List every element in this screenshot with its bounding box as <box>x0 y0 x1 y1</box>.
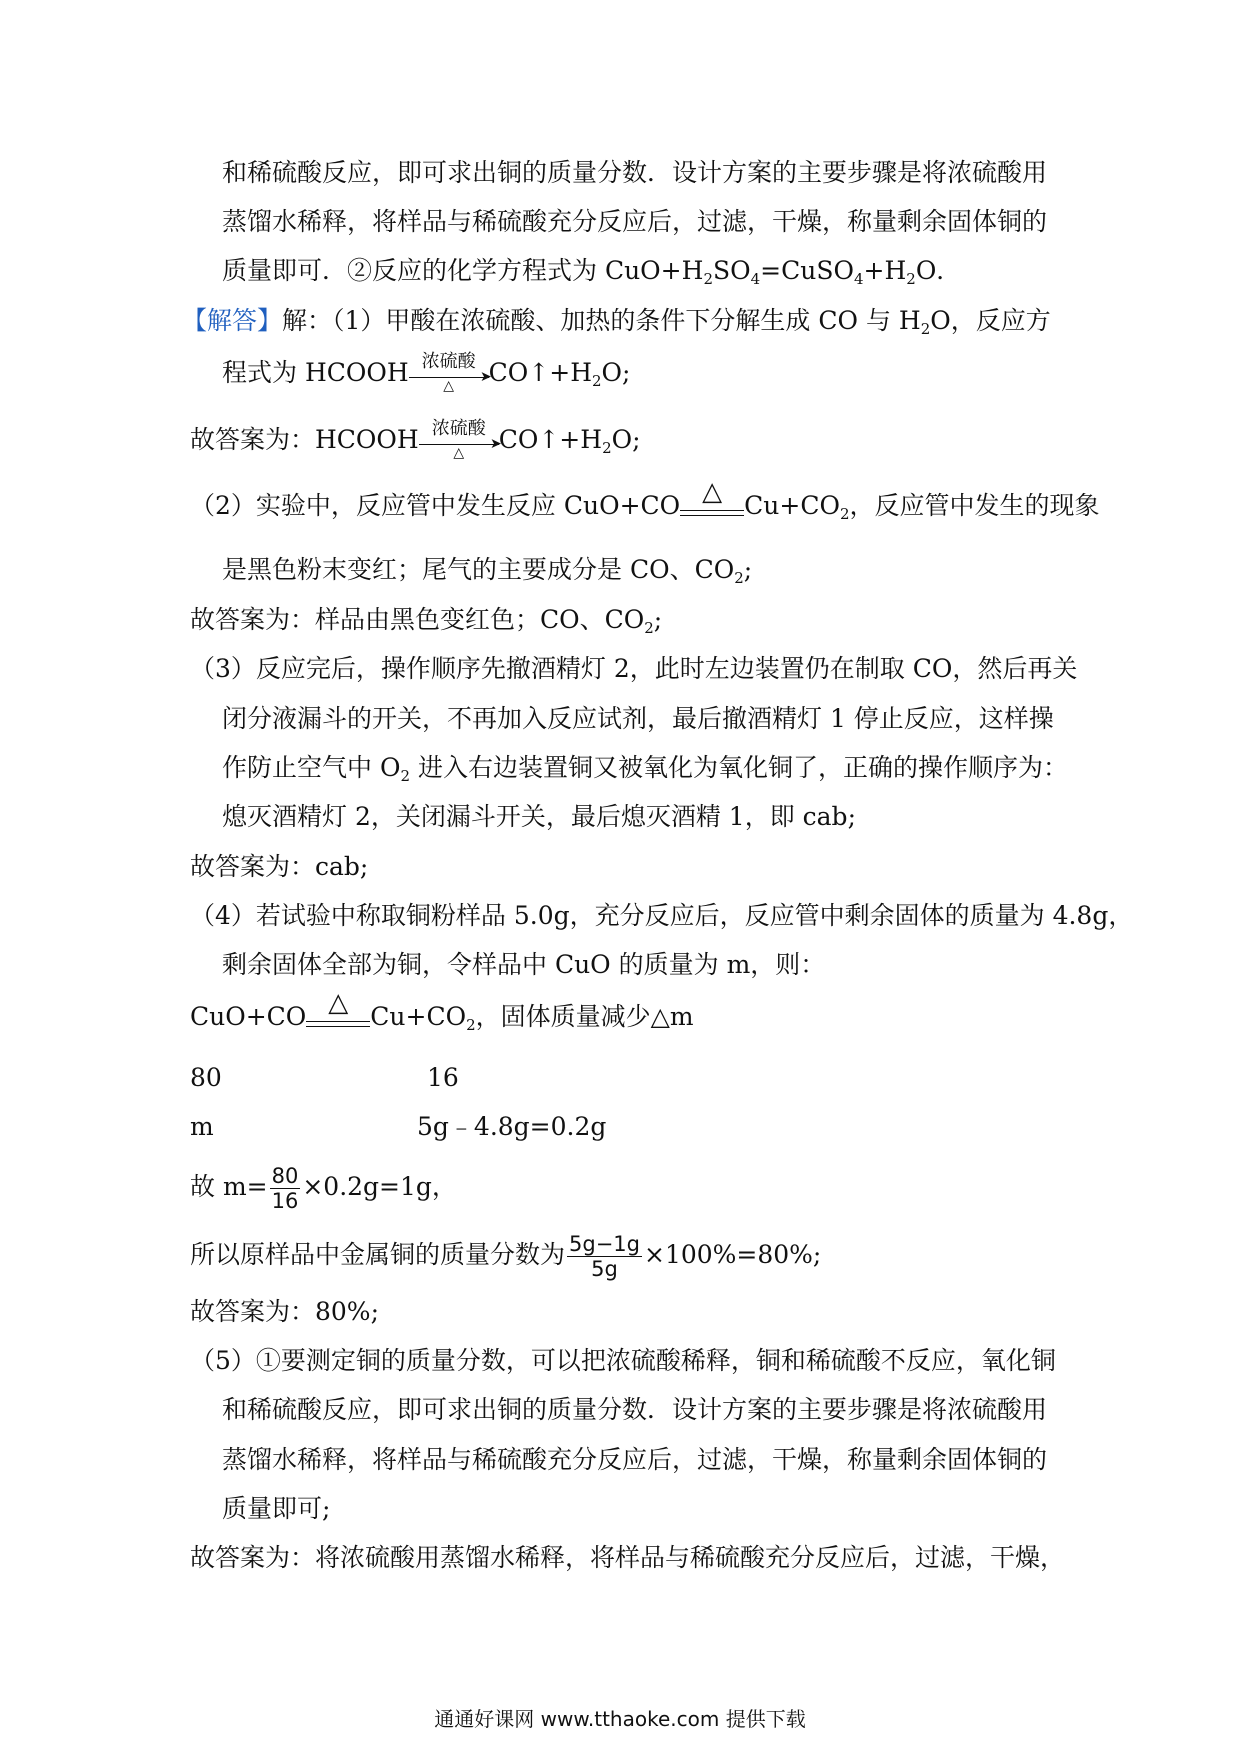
text-line: 是黑色粉末变红；尾气的主要成分是 CO、$CO_2$; <box>222 555 753 587</box>
text-line: 蒸馏水稀释，将样品与稀硫酸充分反应后，过滤，干燥，称量剩余固体铜的 <box>222 1445 1048 1474</box>
heating-equals-sign: △ <box>306 1002 370 1036</box>
answer-tag: 【解答】 <box>182 306 283 335</box>
fraction: $\frac{80}{16}$ <box>271 1164 299 1213</box>
ratio-row: 5g﹣4.8g=0.2g <box>417 1112 607 1141</box>
fraction: $\frac{5g-1g}{5g}$ <box>569 1232 640 1281</box>
ratio-row: 80 <box>190 1063 222 1092</box>
text-line: （5）①要测定铜的质量分数，可以把浓硫酸稀释，铜和稀硫酸不反应，氧化铜 <box>190 1346 1056 1375</box>
text-line: （3）反应完后，操作顺序先撤酒精灯 2，此时左边装置仍在制取 CO，然后再关 <box>190 654 1078 683</box>
text-line: 质量即可; <box>222 1494 331 1523</box>
page-footer: 通通好课网 www.tthaoke.com 提供下载 <box>434 1707 806 1731</box>
equation-line: 程式为 HCOOH 浓硫酸 ➤ △ $CO↑+H_2O$; <box>222 350 631 394</box>
answer-line: 故答案为：样品由黑色变红色；CO、$CO_2$; <box>190 605 663 637</box>
equation-line: CuO+CO △ $Cu+CO_2$，固体质量减少△m <box>190 987 694 1034</box>
reaction-arrow: 浓硫酸 ➤ △ <box>409 358 489 392</box>
text-line: 蒸馏水稀释，将样品与稀硫酸充分反应后，过滤，干燥，称量剩余固体铜的 <box>222 207 1048 236</box>
ratio-row: m <box>190 1112 214 1141</box>
answer-heading: 【解答】解：（1）甲酸在浓硫酸、加热的条件下分解生成 CO 与 $H_2O$，反应方 <box>182 306 1051 338</box>
text-line: 作防止空气中 $O_2$ 进入右边装置铜又被氧化为氧化铜了，正确的操作顺序为： <box>222 753 1068 785</box>
ratio-row: 16 <box>427 1063 459 1092</box>
text-line: 熄灭酒精灯 2，关闭漏斗开关，最后熄灭酒精 1，即 cab; <box>222 802 856 831</box>
reaction-arrow: 浓硫酸 ➤ △ <box>419 425 499 459</box>
text-line: 和稀硫酸反应，即可求出铜的质量分数．设计方案的主要步骤是将浓硫酸用 <box>222 158 1048 187</box>
text-line: 闭分液漏斗的开关，不再加入反应试剂，最后撤酒精灯 1 停止反应，这样操 <box>222 704 1054 733</box>
text-line: （2）实验中，反应管中发生反应 CuO+CO △ $Cu+CO_2$，反应管中发生的现象 <box>190 476 1100 523</box>
answer-line: 故答案为：HCOOH 浓硫酸 ➤ △ $CO↑+H_2O$; <box>190 417 641 461</box>
calc-line: 故 m= $\frac{80}{16}$ ×0.2g=1g， <box>190 1164 457 1213</box>
answer-line: 故答案为：cab; <box>190 852 369 881</box>
text-line: （4）若试验中称取铜粉样品 5.0g，充分反应后，反应管中剩余固体的质量为 4.8g， <box>190 901 1134 930</box>
calc-line: 所以原样品中金属铜的质量分数为 $\frac{5g-1g}{5g}$ ×100%=80%; <box>190 1232 822 1281</box>
answer-line: 故答案为：80%; <box>190 1297 379 1326</box>
text-line: 剩余固体全部为铜，令样品中 CuO 的质量为 m，则： <box>222 950 826 979</box>
text-line: 和稀硫酸反应，即可求出铜的质量分数．设计方案的主要步骤是将浓硫酸用 <box>222 1395 1048 1424</box>
text-line: 质量即可．②反应的化学方程式为 $CuO+H_2SO_4=CuSO_4+H_2O$． <box>222 256 962 288</box>
heating-equals-sign: △ <box>680 491 744 525</box>
answer-line: 故答案为：将浓硫酸用蒸馏水稀释，将样品与稀硫酸充分反应后，过滤，干燥， <box>190 1543 1066 1572</box>
